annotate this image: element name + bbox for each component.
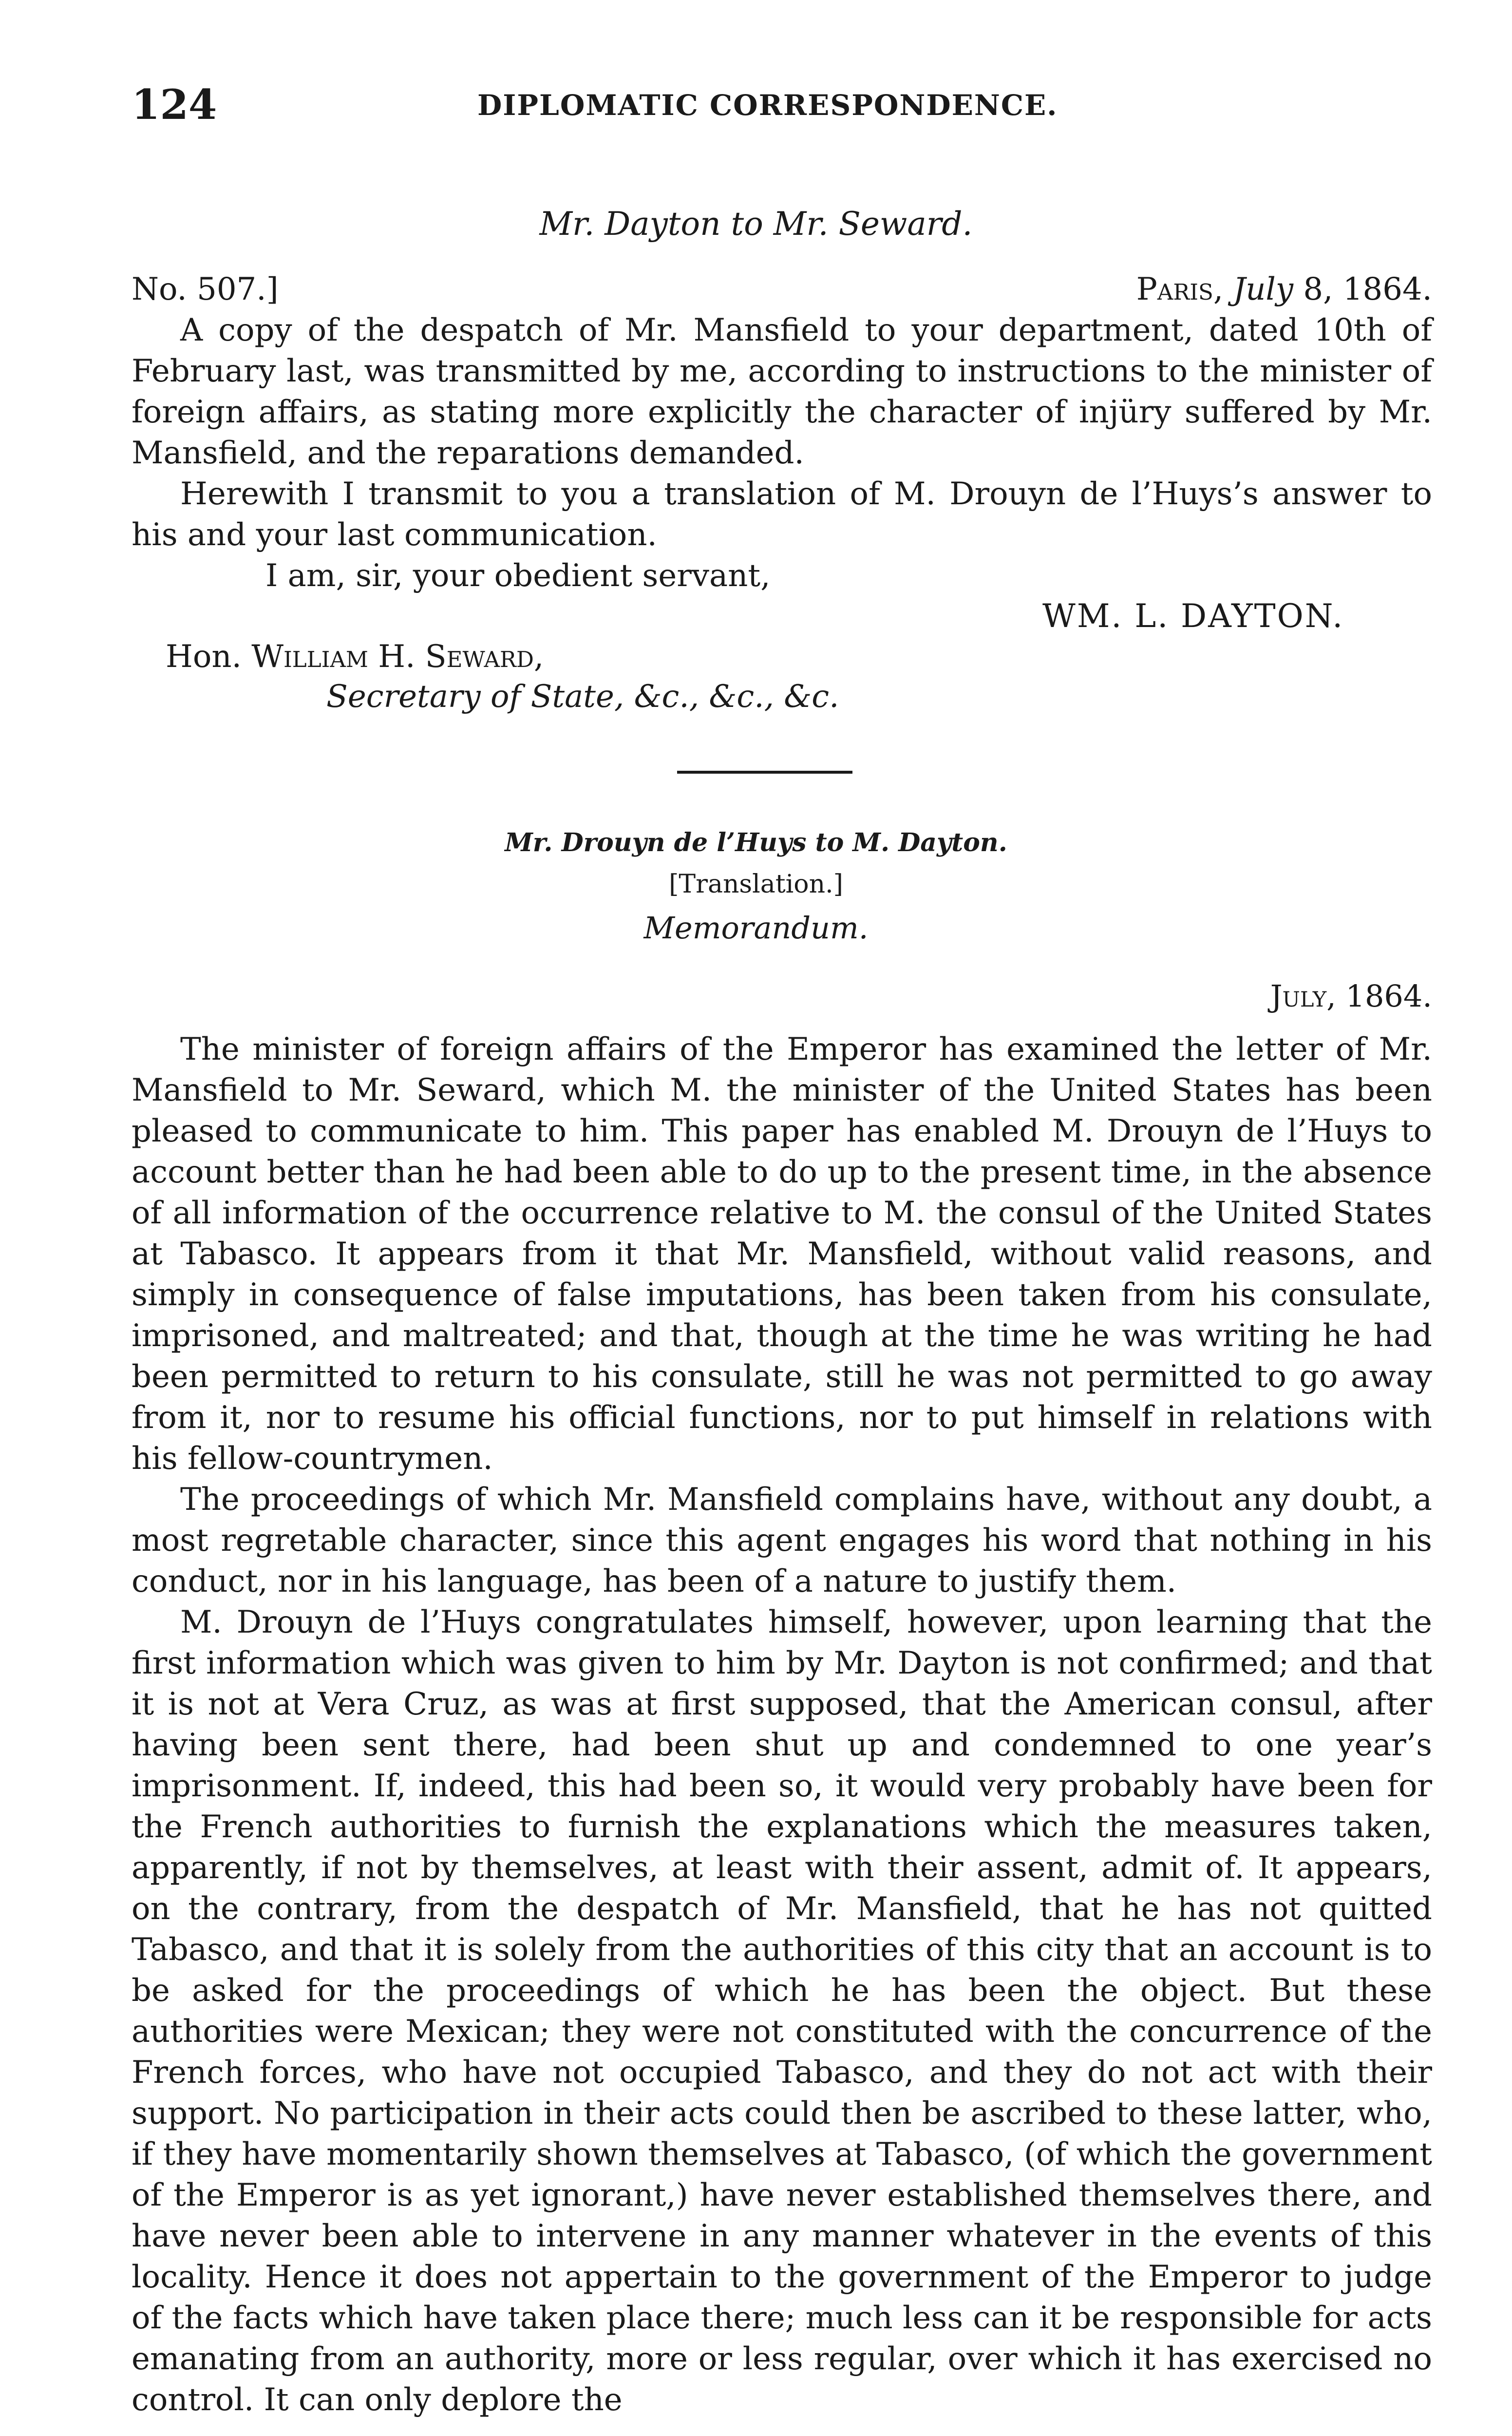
dateline-month: July [1233,271,1294,307]
addressee-prefix: Hon. [166,639,242,675]
despatch-number: No. 507.] [132,271,279,307]
addressee-title: Secretary of State, &c., &c., &c. [326,679,839,715]
memo-body [132,1029,1432,2420]
memo-paragraph: The minister of foreign affairs of the Emperor has examined the letter of Mr. Mansfield to Mr. Seward, which M. the minister of the United States has been pleased to communicate to him. This paper has enabled M. Drouyn de l’Huys to account better than he had been able to do up to the present time, in the absence of all information of the occurrence relative to M. the consul of the United States at Tabasco. It appears from it that Mr. Mansfield, without valid reasons, and simply in consequence of false imputations, has been taken from his consulate, imprisoned, and maltreated; and that, though at the time he was writing he had been permitted to return to his consulate, still he was not permitted to go away from it, nor to resume his official functions, nor to put himself in relations with his fellow-countrymen. [132,1031,1432,1477]
letter-closing: I am, sir, your obedient servant, [265,558,771,594]
dateline-day-year: 8, 1864. [1303,271,1432,307]
section-divider [677,771,852,774]
letter-paragraph: A copy of the despatch of Mr. Mansfield to your department, dated 10th of February last, was transmitted by me, according to instructions to the minister of foreign affairs, as stating more explicitly the character of injüry suffered by Mr. Mansfield, and the reparations demanded. [132,312,1432,471]
memo-date: July, 1864. [1270,978,1432,1014]
letter-title: Mr. Dayton to Mr. Seward. [539,205,973,243]
memo-letter-title: Mr. Drouyn de l’Huys to M. Dayton. [505,828,1007,857]
dateline [1136,269,1432,310]
translation-note: [Translation.] [669,870,843,899]
page-number: 124 [132,80,217,129]
addressee-name-line [166,636,544,677]
running-head: DIPLOMATIC CORRESPONDENCE. [477,89,1058,122]
letter-signature: WM. L. DAYTON. [1042,597,1344,635]
addressee-name: William H. Seward, [251,639,544,675]
page-header [132,78,1432,132]
memo-paragraph: The proceedings of which Mr. Mansfield complains have, without any doubt, a most regretable character, since this agent engages his word that nothing in his conduct, nor in his language, has been of a nature to justify them. [132,1482,1432,1599]
letter-paragraph: Herewith I transmit to you a translation of M. Drouyn de l’Huys’s answer to his and your last communication. [132,476,1432,553]
letter-body [132,310,1432,555]
memo-title: Memorandum. [643,910,869,946]
memo-paragraph: M. Drouyn de l’Huys congratulates himself, however, upon learning that the first information which was given to him by Mr. Dayton is not confirmed; and that it is not at Vera Cruz, as was at first supposed, that the American consul, after having been sent there, had been shut up and condemned to one year’s imprisonment. If, indeed, this had been so, it would very probably have been for the French authorities to furnish the explanations which the measures taken, apparently, if not by themselves, at least with their assent, admit of. It appears, on the contrary, from the despatch of Mr. Mansfield, that he has not quitted Tabasco, and that it is solely from the authorities of this city that an account is to be asked for the proceedings of which he has been the object. But these authorities were Mexican; they were not constituted with the concurrence of the French forces, who have not occupied Tabasco, and they do not act with their support. No participation in their acts could then be ascribed to these latter, who, if they have momentarily shown themselves at Tabasco, (of which the government of the Emperor is as yet ignorant,) have never established themselves there, and have never been able to intervene in any manner whatever in the events of this locality. Hence it does not appertain to the government of the Emperor to judge of the facts which have taken place there; much less can it be responsible for acts emanating from an authority, more or less regular, over which it has exercised no control. It can only deplore the [132,1604,1432,2418]
dateline-place: Paris, [1136,271,1224,307]
dateline-row [132,269,1432,310]
